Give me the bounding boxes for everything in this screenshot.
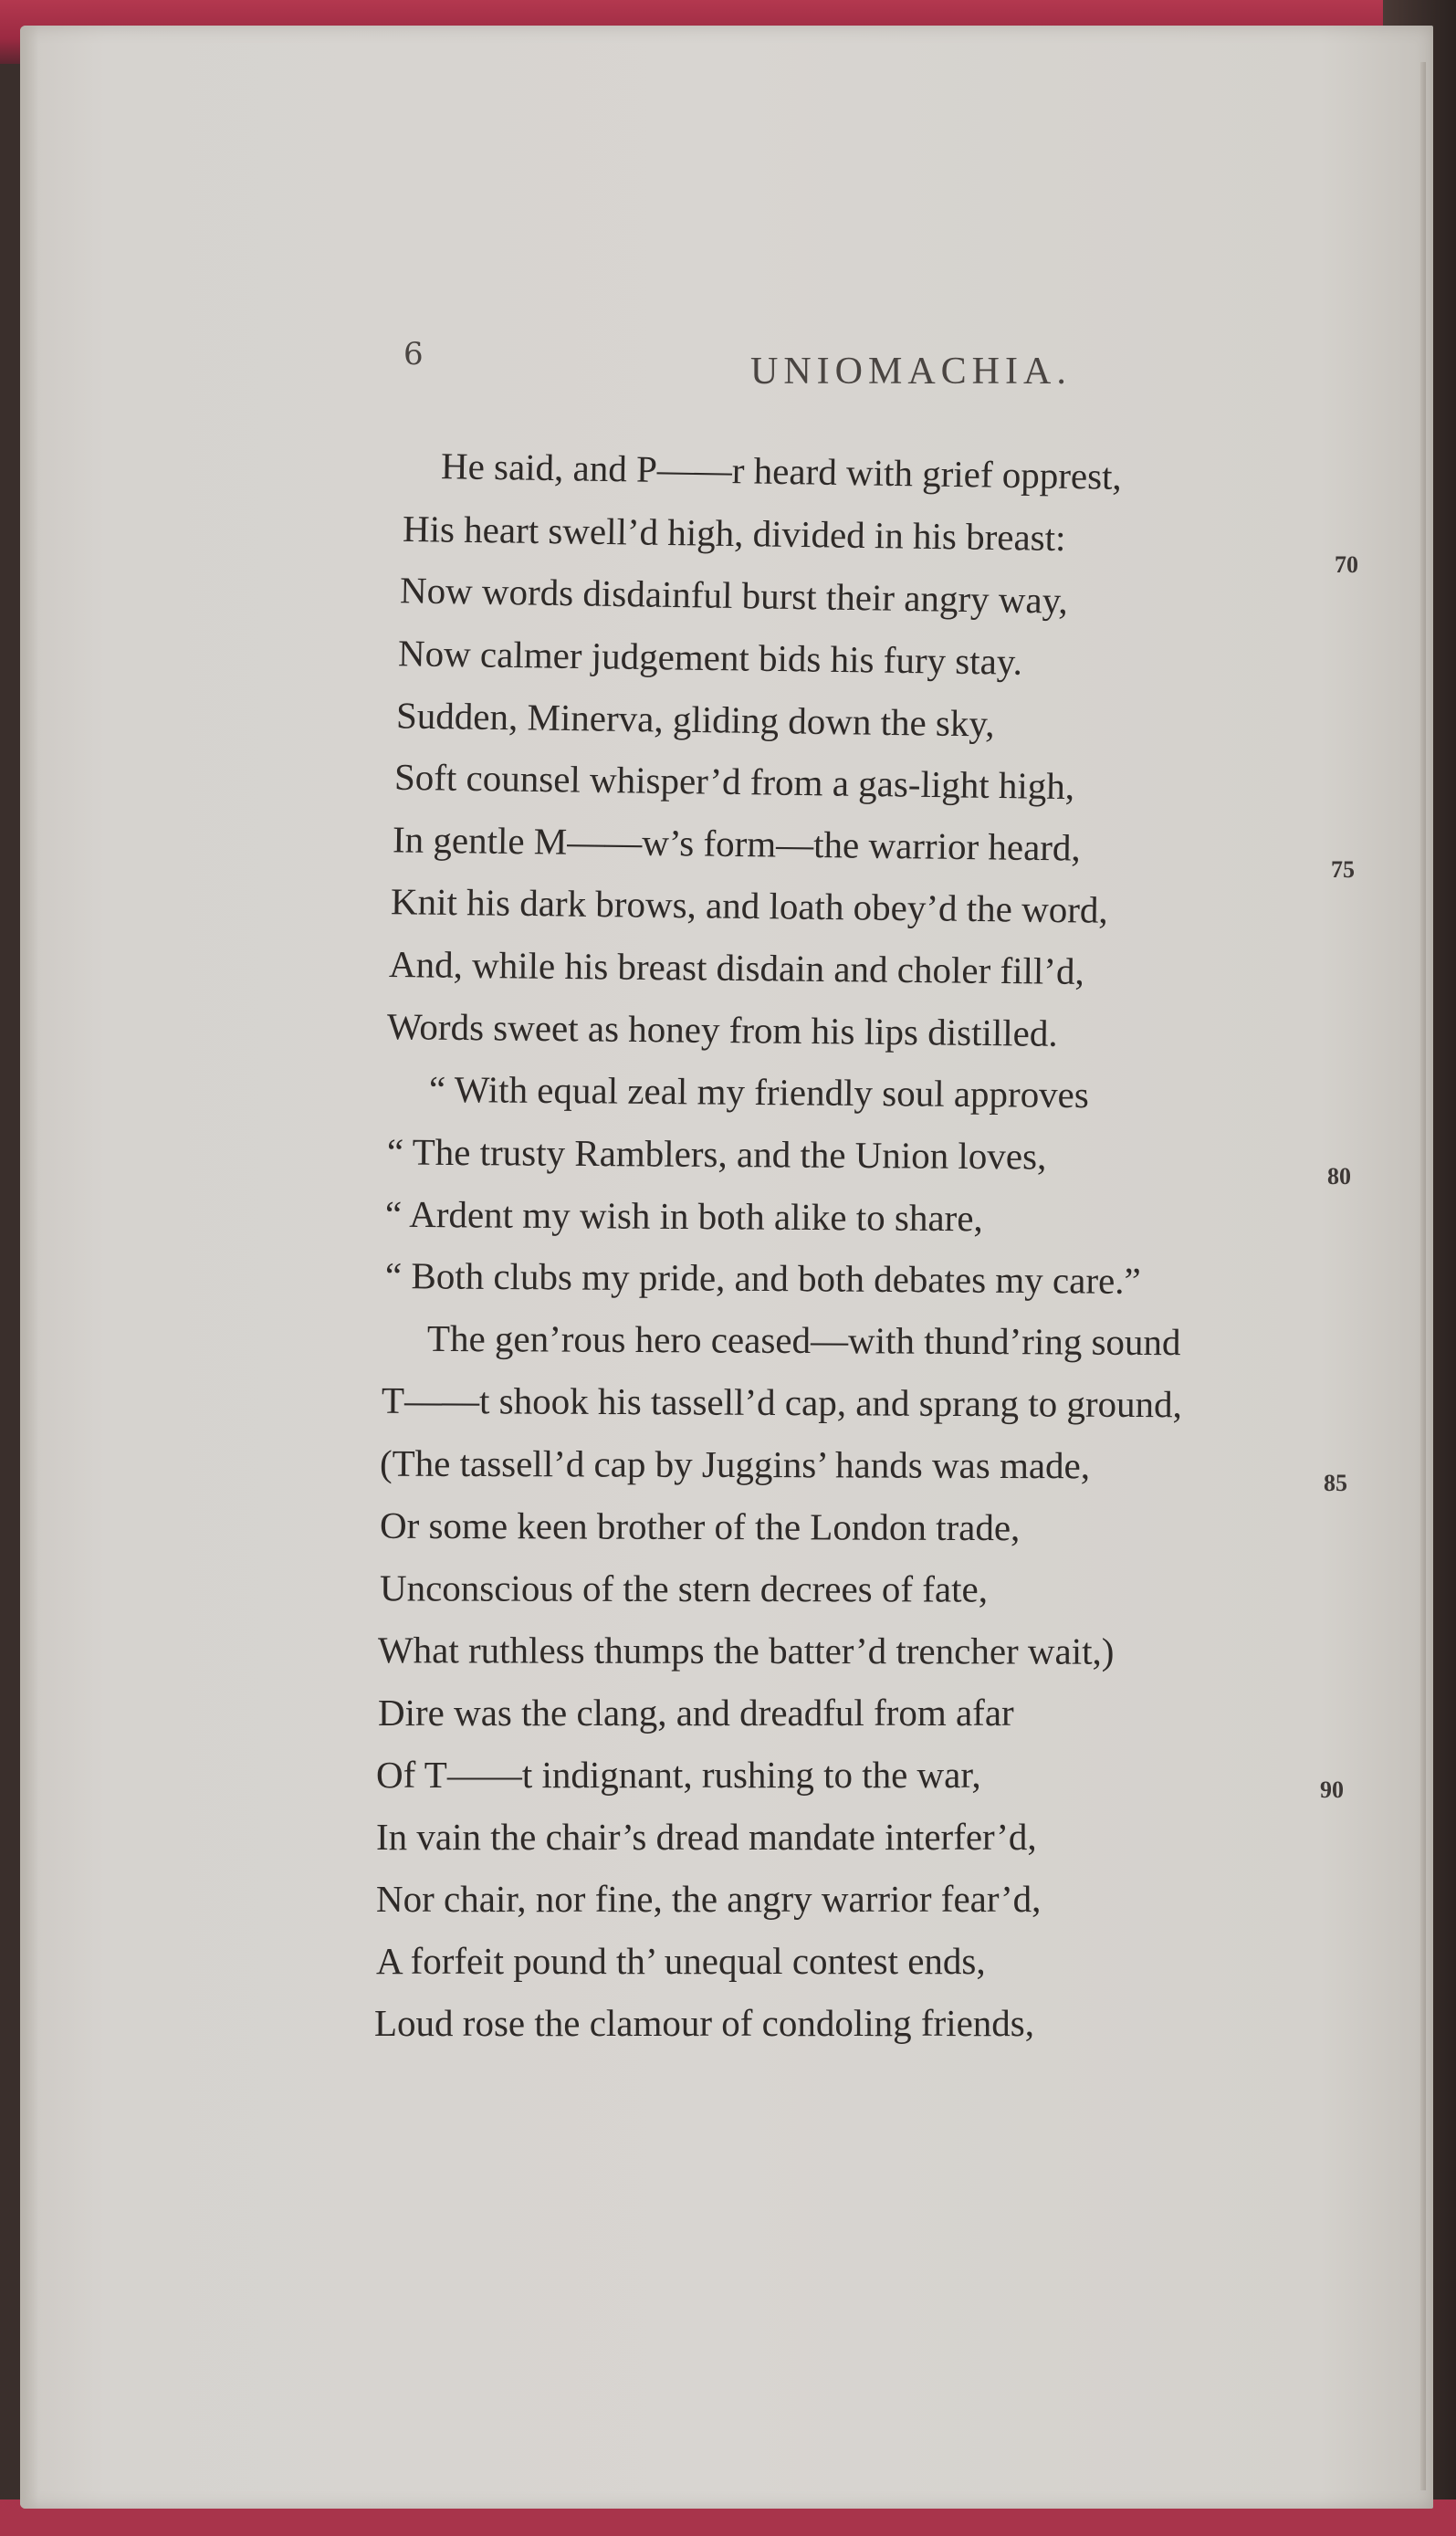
- poem-line: In gentle M——w’s form—the warrior heard,: [392, 818, 1082, 869]
- poem-line: Unconscious of the stern decrees of fate,: [379, 1567, 989, 1610]
- poem-line: “ The trusty Ramblers, and the Union loves,: [386, 1130, 1047, 1178]
- line-number: 90: [1320, 1776, 1344, 1803]
- poem-line: Words sweet as honey from his lips distilled.: [386, 1005, 1058, 1054]
- poem-line: Of T——t indignant, rushing to the war,: [376, 1754, 981, 1796]
- poem-text: [20, 26, 1433, 2509]
- poem-line: The gen’rous hero ceased—with thund’ring sound: [426, 1316, 1181, 1364]
- poem-line: Knit his dark brows, and loath obey’d the word,: [390, 880, 1108, 931]
- poem-line: “ With equal zeal my friendly soul approves: [428, 1067, 1090, 1116]
- poem-line: A forfeit pound th’ unequal contest ends,: [376, 1940, 986, 1982]
- poem-line: His heart swell’d high, divided in his breast:: [402, 507, 1066, 560]
- poem-line: What ruthless thumps the batter’d trencher wait,): [377, 1629, 1115, 1672]
- poem-line: Nor chair, nor fine, the angry warrior fear’d,: [376, 1878, 1042, 1920]
- poem-line: And, while his breast disdain and choler fill’d,: [388, 943, 1084, 992]
- poem-line: Dire was the clang, and dreadful from afar: [378, 1692, 1014, 1734]
- poem-line: In vain the chair’s dread mandate interfer’d,: [376, 1816, 1037, 1858]
- poem-line: Now words disdainful burst their angry way,: [399, 569, 1069, 622]
- poem-line: Loud rose the clamour of condoling friends,: [374, 2002, 1035, 2044]
- poem-line: (The tassell’d cap by Juggins’ hands was made,: [379, 1441, 1091, 1487]
- poem-line: T——t shook his tassell’d cap, and sprang to ground,: [381, 1378, 1182, 1426]
- poem-line: Now calmer judgement bids his fury stay.: [397, 632, 1023, 683]
- page-number: 6: [403, 336, 424, 372]
- line-number: 80: [1327, 1163, 1351, 1189]
- book-page: [20, 26, 1433, 2509]
- running-title: UNIOMACHIA.: [750, 351, 1072, 393]
- poem-line: “ Both clubs my pride, and both debates my care.”: [384, 1254, 1141, 1302]
- poem-line: Soft counsel whisper’d from a gas-light high,: [393, 755, 1075, 808]
- poem-line: “ Ardent my wish in both alike to share,: [384, 1192, 983, 1240]
- poem-line: Sudden, Minerva, gliding down the sky,: [395, 694, 995, 745]
- poem-line: He said, and P——r heard with grief opprest,: [440, 445, 1123, 498]
- line-number: 75: [1331, 856, 1355, 883]
- line-number: 70: [1335, 551, 1358, 578]
- line-number: 85: [1324, 1470, 1347, 1496]
- poem-line: Or some keen brother of the London trade,: [379, 1504, 1021, 1549]
